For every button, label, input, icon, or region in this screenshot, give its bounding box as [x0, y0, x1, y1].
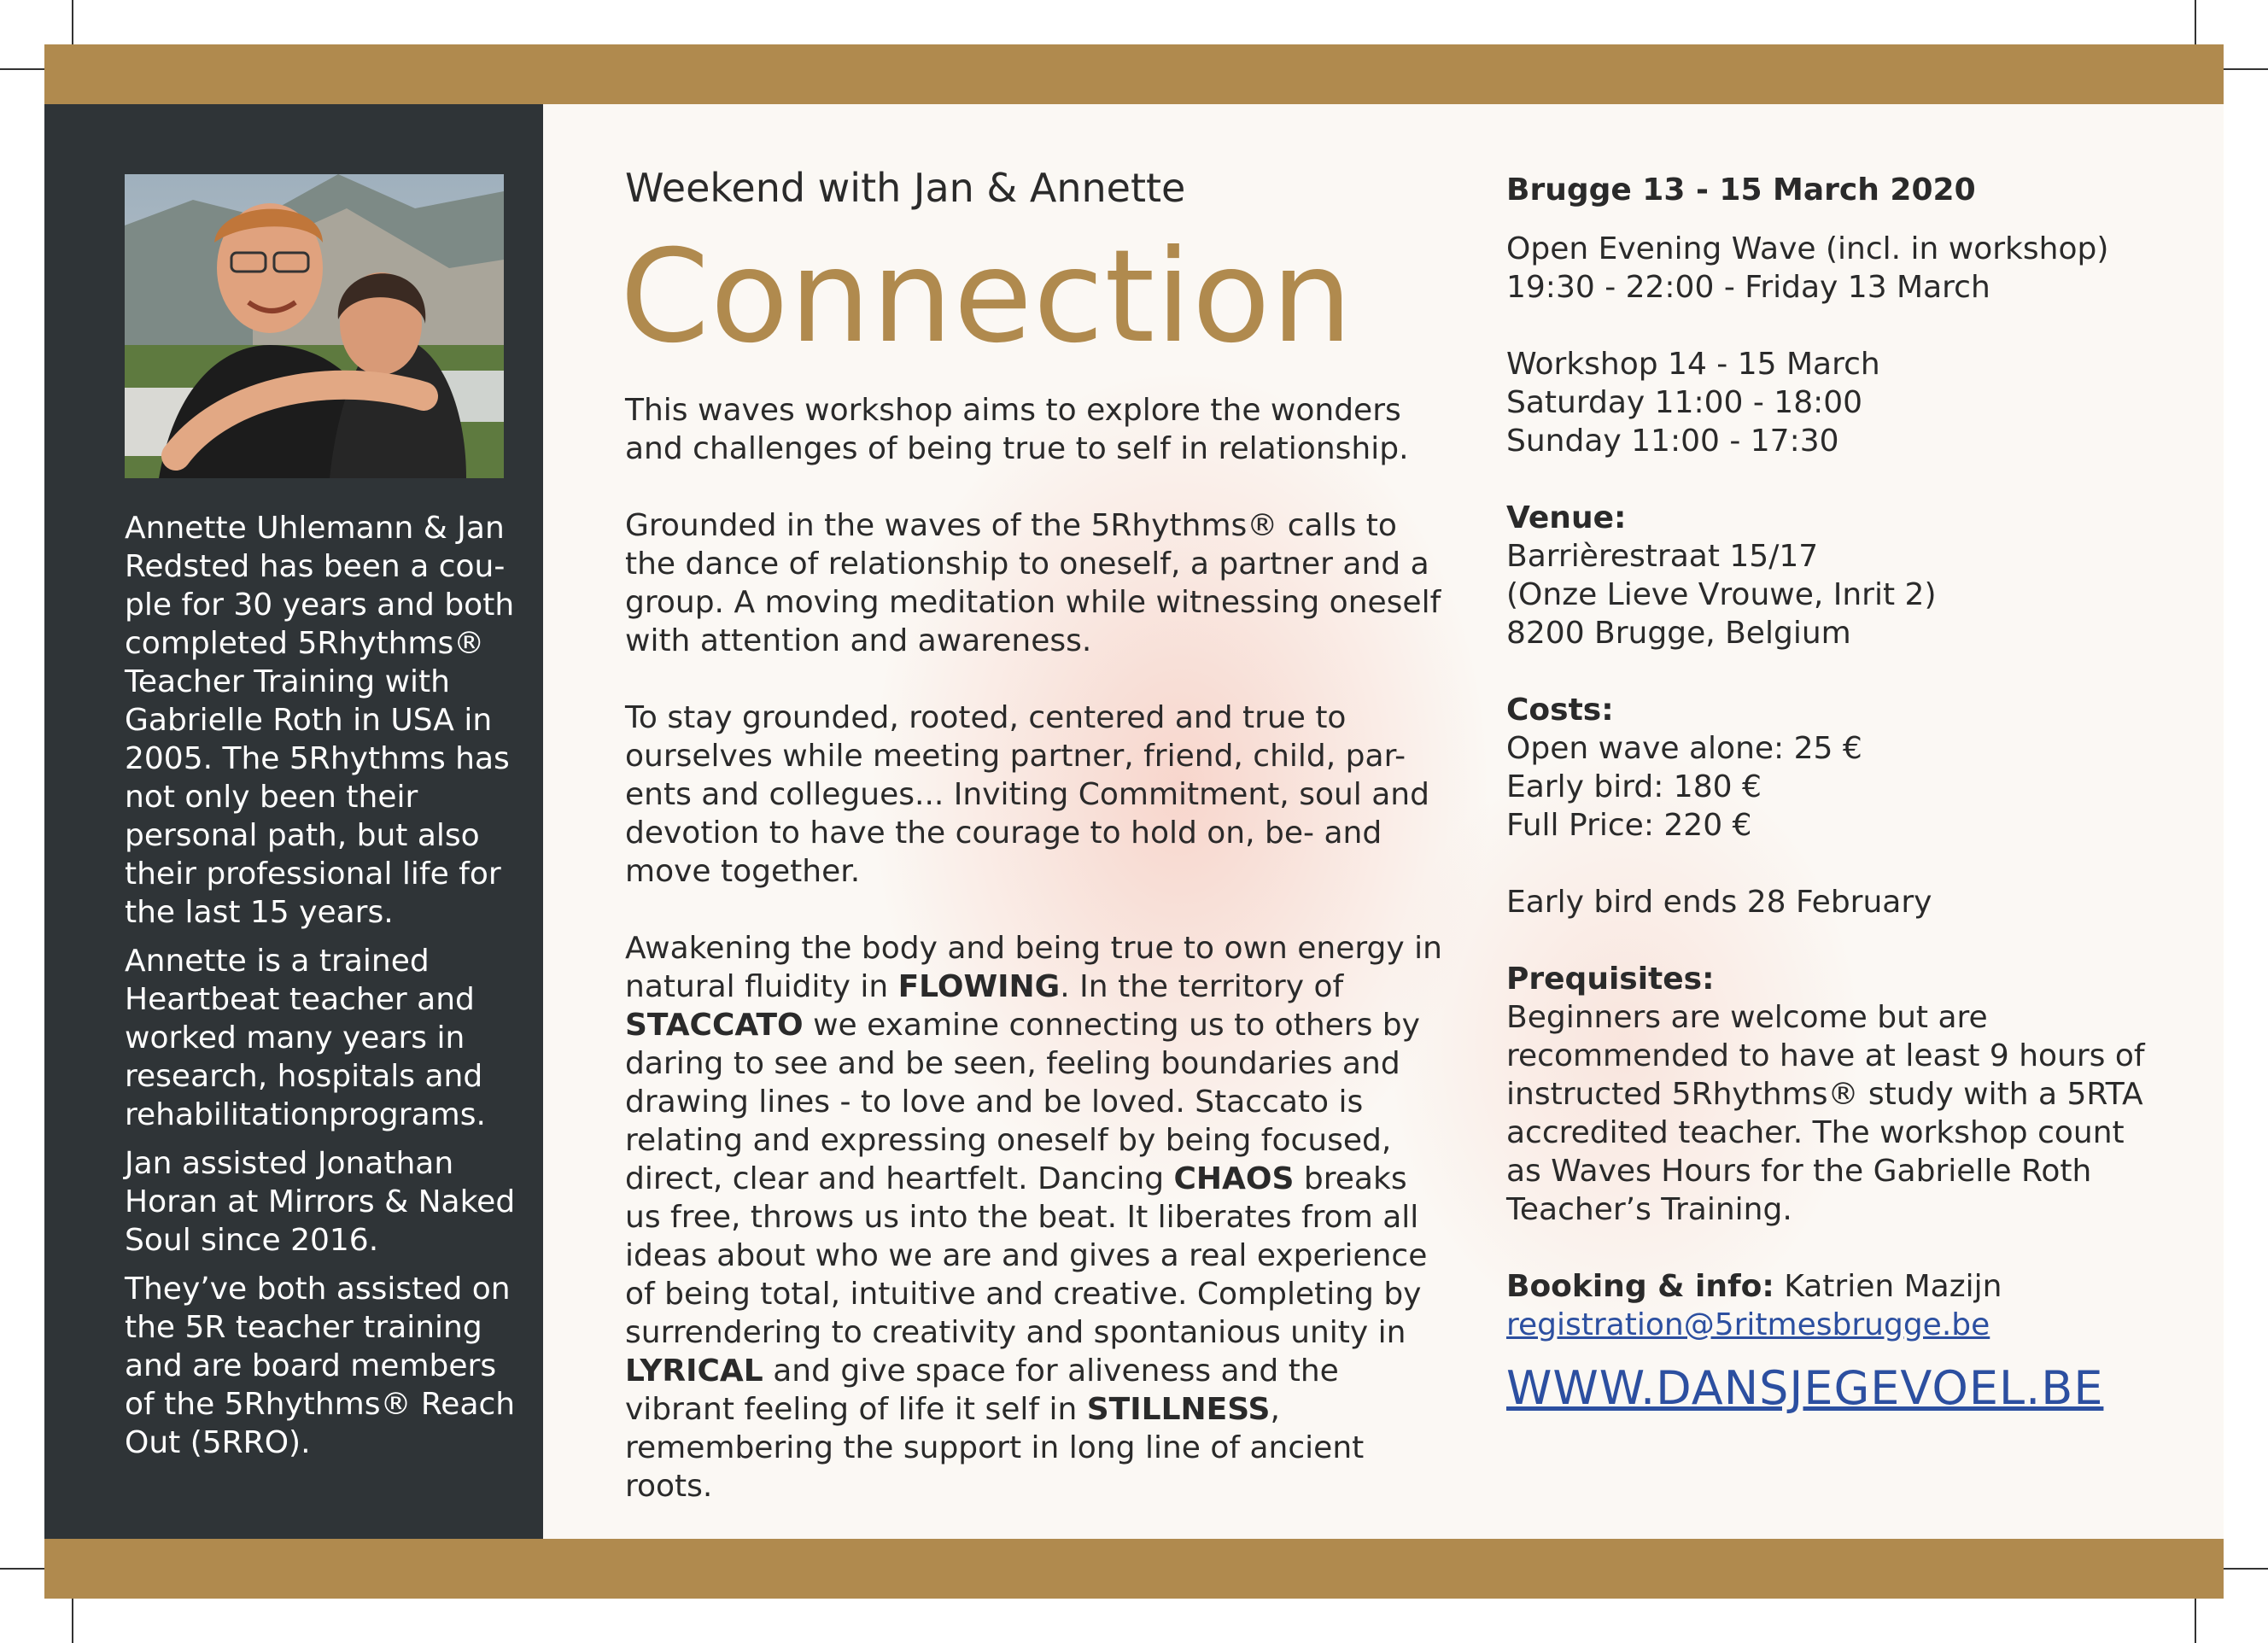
text-run: breaks us free, throws us into the beat. It liberates from all ideas about who we are and gives a real experience of being total, intuitive and creative. Completing by surrendering to creativity and spontanious unity in: [625, 1161, 1428, 1350]
description-paragraph: This waves workshop aims to explore the wonders and challenges of being true to self in relationship.: [625, 393, 1409, 466]
booking-label: Booking & info:: [1506, 1269, 1774, 1304]
description-paragraph-rhythms: [625, 929, 1445, 1506]
crop-mark: [72, 0, 73, 44]
couple-photo: [125, 174, 504, 478]
page-subtitle: Weekend with Jan & Annette: [625, 165, 1186, 211]
bio-paragraph: Jan assisted Jonathan Horan at Mirrors & Naked Soul since 2016.: [125, 1146, 516, 1258]
open-evening-title: Open Evening Wave (incl. in workshop): [1506, 231, 2109, 266]
crop-mark: [2195, 0, 2196, 44]
venue-block: [1506, 499, 2155, 652]
cost-full-price: Full Price: 220 €: [1506, 808, 1752, 843]
bio-paragraph: Annette Uhlemann & Jan Redsted has been a cou- ple for 30 years and both completed 5Rhythms® Teacher Training with Gabrielle Roth in USA in 2005. The 5Rhythms has not only been their personal path, but also their professional life for the last 15 years.: [125, 511, 515, 930]
crop-mark: [2224, 1568, 2268, 1570]
workshop-block: [1506, 345, 2155, 460]
rhythm-stillness: STILLNESS: [1086, 1392, 1271, 1427]
costs-heading: Costs:: [1506, 693, 1614, 728]
costs-block: [1506, 691, 2155, 845]
text-run: Awakening the body and being true to own energy in natural fluidity in: [625, 931, 1442, 1004]
text-run: we examine connecting us to others by daring to see and be seen, feeling boundaries and drawing lines - to love and be loved. Staccato is relating and expressing oneself by being focused, direct, clear and heartfelt. Dancing: [625, 1008, 1420, 1196]
bottom-gold-band: [44, 1539, 2224, 1599]
crop-mark: [2195, 1599, 2196, 1643]
email-link[interactable]: registration@5ritmesbrugge.be: [1506, 1307, 1990, 1342]
prerequisites-block: [1506, 960, 2155, 1229]
description-paragraph: Grounded in the waves of the 5Rhythms® calls to the dance of relationship to oneself, a partner and a group. A moving meditation while witnessing oneself with attention and awareness.: [625, 508, 1441, 658]
text-run: . In the territory of: [1060, 969, 1344, 1004]
workshop-saturday: Saturday 11:00 - 18:00: [1506, 385, 1863, 420]
description-paragraph: To stay grounded, rooted, centered and true to ourselves while meeting partner, friend, child, par- ents and collegues... Inviting Commitment, soul and devotion to have the courage to hold on, be- and move together.: [625, 700, 1429, 889]
venue-city: 8200 Brugge, Belgium: [1506, 616, 1851, 651]
bio-sidebar: [44, 104, 543, 1539]
text-run: , remembering the support in long line of ancient roots.: [625, 1392, 1365, 1504]
rhythm-lyrical: LYRICAL: [625, 1354, 763, 1389]
website-link[interactable]: WWW.DANSJEGEVOEL.BE: [1506, 1361, 2104, 1415]
rhythm-chaos: CHAOS: [1173, 1161, 1295, 1196]
crop-mark: [72, 1599, 73, 1643]
cost-early-bird: Early bird: 180 €: [1506, 769, 1762, 804]
cost-open-wave: Open wave alone: 25 €: [1506, 731, 1862, 766]
date-heading: Brugge 13 - 15 March 2020: [1506, 172, 1976, 208]
workshop-sunday: Sunday 11:00 - 17:30: [1506, 424, 1839, 459]
event-info: [1506, 171, 2155, 1416]
crop-mark: [2224, 68, 2268, 70]
booking-contact: Katrien Mazijn: [1774, 1269, 2002, 1304]
venue-heading: Venue:: [1506, 500, 1627, 535]
open-evening-time: 19:30 - 22:00 - Friday 13 March: [1506, 270, 1990, 305]
prerequisites-heading: Prequisites:: [1506, 962, 1715, 997]
rhythm-flowing: FLOWING: [897, 969, 1061, 1004]
text-run: and give space for aliveness and the vibrant feeling of life it self in: [625, 1354, 1339, 1427]
workshop-dates: Workshop 14 - 15 March: [1506, 347, 1880, 382]
crop-mark: [0, 1568, 44, 1570]
bio-paragraph: They’ve both assisted on the 5R teacher training and are board members of the 5Rhythms® Reach Out (5RRO).: [125, 1272, 516, 1460]
top-gold-band: [44, 44, 2224, 104]
page-title: Connection: [620, 223, 1353, 371]
early-bird-deadline: Early bird ends 28 February: [1506, 885, 1932, 920]
bio-text: [125, 509, 517, 1472]
rhythm-staccato: STACCATO: [625, 1008, 804, 1043]
prerequisites-text: Beginners are welcome but are recommended to have at least 9 hours of instructed 5Rhythms® study with a 5RTA accredited teacher. The workshop count as Waves Hours for the Gabrielle Roth Teacher’s Training.: [1506, 1000, 2145, 1227]
crop-mark: [0, 68, 44, 70]
booking-block: [1506, 1267, 2155, 1344]
bio-paragraph: Annette is a trained Heartbeat teacher and worked many years in research, hospitals and rehabilitationprograms.: [125, 944, 486, 1132]
venue-street: Barrièrestraat 15/17: [1506, 539, 1819, 574]
flyer-panel: [44, 104, 2224, 1539]
description-body: [625, 391, 1445, 1506]
workshop-description: [620, 164, 1445, 1544]
open-evening-block: [1506, 230, 2155, 307]
venue-detail: (Onze Lieve Vrouwe, Inrit 2): [1506, 577, 1937, 612]
